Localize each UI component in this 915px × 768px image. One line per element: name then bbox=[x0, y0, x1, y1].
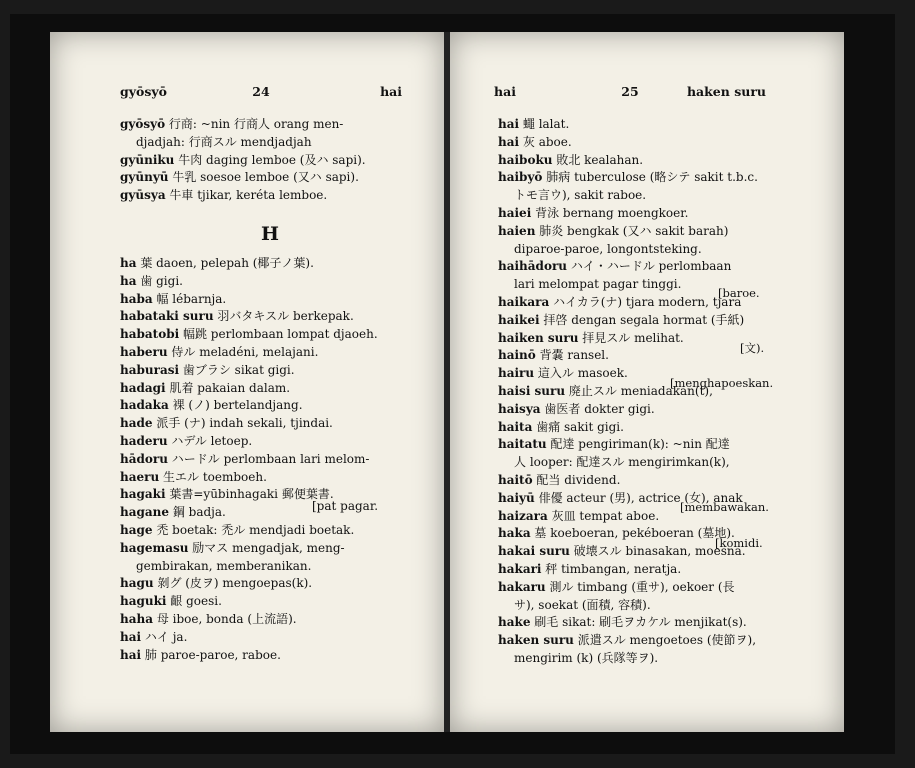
dictionary-entry: djadjah: 行商スル mendjadjah bbox=[136, 134, 312, 149]
headword: haitō bbox=[498, 472, 533, 487]
dictionary-entry: haguki 齦 goesi. bbox=[120, 594, 222, 609]
dictionary-entry: haizara 灰皿 tempat aboe. bbox=[498, 508, 660, 523]
dictionary-entry: hake 刷毛 sikat: 刷毛ヲカケル menjikat(s). bbox=[498, 615, 747, 630]
headword: haiken suru bbox=[498, 330, 579, 345]
headword: hadagi bbox=[120, 380, 166, 395]
headword: haka bbox=[498, 526, 531, 541]
left-header-last-word: hai bbox=[380, 84, 402, 99]
headword: haderu bbox=[120, 433, 168, 448]
dictionary-entry: hai ハイ ja. bbox=[120, 629, 188, 644]
headword: hakai suru bbox=[498, 544, 570, 559]
headword: hagane bbox=[120, 505, 170, 520]
dictionary-entry: haikara ハイカラ(ナ) tjara modern, tjara bbox=[498, 294, 742, 309]
dictionary-entry: haitō 配当 dividend. bbox=[498, 472, 621, 487]
dictionary-entry: hai 蠅 lalat. bbox=[498, 117, 570, 131]
headword: haisya bbox=[498, 401, 541, 416]
headword: haitatu bbox=[498, 437, 547, 452]
left-header-guide-word: gyōsyō bbox=[120, 84, 167, 99]
headword: haikara bbox=[498, 294, 550, 309]
dictionary-entry: haberu 侍ル meladéni, melajani. bbox=[120, 344, 319, 359]
headword: hakari bbox=[498, 561, 542, 576]
dictionary-entry: hakai suru 破壊スル binasakan, moesna. bbox=[498, 544, 746, 559]
left-page bbox=[50, 32, 444, 732]
headword: hainō bbox=[498, 348, 536, 363]
dictionary-entry: haiboku 敗北 kealahan. bbox=[498, 152, 644, 167]
headword: hadaka bbox=[120, 398, 169, 413]
dictionary-entry: hakari 秤 timbangan, neratja. bbox=[498, 561, 682, 576]
dictionary-entry: hakaru 測ル timbang (重サ), oekoer (長 bbox=[498, 579, 735, 594]
dictionary-entry: haihādoru ハイ・ハードル perlombaan bbox=[498, 259, 732, 274]
headword: haiei bbox=[498, 205, 532, 220]
dictionary-entry: hai 肺 paroe-paroe, raboe. bbox=[120, 647, 281, 662]
headword: haizara bbox=[498, 508, 548, 523]
headword: hairu bbox=[498, 366, 535, 381]
dictionary-entry: hagemasu 励マス mengadjak, meng- bbox=[120, 540, 345, 555]
dictionary-entry: habataki suru 羽バタキスル berkepak. bbox=[120, 309, 354, 324]
dictionary-entry: haita 歯痛 sakit gigi. bbox=[498, 419, 624, 434]
dictionary-entry: gembirakan, memberanikan. bbox=[136, 558, 312, 573]
headword: hai bbox=[120, 647, 142, 662]
dictionary-entry: habatobi 幅跳 perlombaan lompat djaoeh. bbox=[120, 327, 378, 342]
dictionary-entry: hage 禿 boetak: 禿ル mendjadi boetak. bbox=[120, 522, 355, 537]
headword: habataki suru bbox=[120, 309, 214, 324]
headword: gyūsya bbox=[120, 188, 166, 203]
right-header-guide-word: haken suru bbox=[686, 84, 766, 99]
dictionary-entry: トモ言ウ), sakit raboe. bbox=[514, 188, 647, 203]
dictionary-entry: サ), soekat (面積, 容積). bbox=[514, 597, 651, 612]
headword: haiboku bbox=[498, 152, 553, 167]
right-side-note: [menghapoeskan. bbox=[670, 376, 774, 390]
headword: haguki bbox=[120, 594, 167, 609]
dictionary-entry: gyūnyū 牛乳 soesoe lemboe (又ハ sapi). bbox=[120, 170, 359, 185]
headword: hage bbox=[120, 522, 153, 537]
dictionary-entry: hadaka 裸 (ノ) bertelandjang. bbox=[120, 398, 303, 413]
right-header-first-word: hai bbox=[494, 84, 516, 99]
dictionary-entry: haiken suru 拝見スル melihat. bbox=[498, 330, 684, 345]
dictionary-entry: mengirim (k) (兵隊等ヲ). bbox=[514, 650, 659, 665]
headword: haberu bbox=[120, 344, 168, 359]
headword: gyūniku bbox=[120, 152, 175, 167]
right-page-number: 25 bbox=[621, 84, 639, 99]
dictionary-entry: gyūsya 牛車 tjikar, keréta lemboe. bbox=[120, 188, 328, 203]
headword: gyōsyō bbox=[120, 117, 166, 131]
headword: haiyū bbox=[498, 490, 535, 505]
headword: hagaki bbox=[120, 487, 166, 502]
right-running-head bbox=[494, 84, 766, 102]
right-page bbox=[450, 32, 844, 732]
dictionary-entry: ha 歯 gigi. bbox=[120, 273, 183, 288]
headword: haibyō bbox=[498, 170, 543, 185]
right-side-note: [membawakan. bbox=[680, 500, 769, 514]
dictionary-entry: lari melompat pagar tinggi. bbox=[514, 277, 682, 292]
headword: ha bbox=[120, 273, 137, 288]
headword: hai bbox=[498, 117, 520, 131]
dictionary-entry: ha 葉 daoen, pelepah (椰子ノ葉). bbox=[120, 255, 314, 270]
dictionary-entry: 人 looper: 配達スル mengirimkan(k), bbox=[514, 455, 730, 470]
dictionary-entry: haba 幅 lébarnja. bbox=[120, 291, 227, 306]
headword: ha bbox=[120, 255, 137, 270]
book-scan bbox=[10, 14, 895, 754]
headword: hagu bbox=[120, 576, 154, 591]
headword: hakaru bbox=[498, 579, 546, 594]
dictionary-entry: haibyō 肺病 tuberculose (略シテ sakit t.b.c. bbox=[498, 170, 758, 185]
right-side-note: [文). bbox=[740, 341, 765, 355]
dictionary-entry: hai 灰 aboe. bbox=[498, 134, 572, 149]
dictionary-entry: haka 墓 koeboeran, pekéboeran (墓地). bbox=[498, 526, 735, 541]
dictionary-entry: hade 派手 (ナ) indah sekali, tjindai. bbox=[120, 416, 333, 431]
dictionary-entry: hagane 鋼 badja. bbox=[120, 505, 226, 520]
dictionary-entry: hadagi 肌着 pakaian dalam. bbox=[120, 380, 291, 395]
dictionary-entry: hagu 剝グ (皮ヲ) mengoepas(k). bbox=[120, 576, 313, 591]
headword: haken suru bbox=[498, 633, 574, 648]
dictionary-entry: hairu 這入ル masoek. bbox=[498, 366, 628, 381]
dictionary-entry: gyūniku 牛肉 daging lemboe (及ハ sapi). bbox=[120, 152, 366, 167]
dictionary-entry: haien 肺炎 bengkak (又ハ sakit barah) bbox=[498, 223, 729, 238]
right-side-note: [baroe. bbox=[718, 286, 760, 300]
dictionary-entry: haderu ハデル letoep. bbox=[120, 433, 253, 448]
headword: haihādoru bbox=[498, 259, 567, 274]
headword: habatobi bbox=[120, 327, 180, 342]
headword: haikei bbox=[498, 312, 540, 327]
headword: hādoru bbox=[120, 451, 168, 466]
right-side-note: [komidi. bbox=[715, 536, 763, 550]
headword: haburasi bbox=[120, 362, 180, 377]
dictionary-entry: haiei 背泳 bernang moengkoer. bbox=[498, 205, 689, 220]
headword: haien bbox=[498, 223, 536, 238]
dictionary-entry: hainō 背嚢 ransel. bbox=[498, 348, 609, 363]
dictionary-entry: haha 母 iboe, bonda (上流語). bbox=[120, 611, 297, 626]
headword: hade bbox=[120, 416, 153, 431]
right-column bbox=[498, 116, 798, 668]
headword: haeru bbox=[120, 469, 160, 484]
headword: haita bbox=[498, 419, 533, 434]
dictionary-entry: haiyū 俳優 acteur (男), actrice (女), anak bbox=[498, 490, 743, 505]
dictionary-entry: haburasi 歯ブラシ sikat gigi. bbox=[120, 362, 295, 377]
dictionary-entry: haken suru 派遣スル mengoetoes (使節ヲ), bbox=[498, 633, 757, 648]
dictionary-entry: haikei 拝啓 dengan segala hormat (手紙) bbox=[498, 312, 745, 327]
dictionary-entry: gyōsyō 行商: ~nin 行商人 orang men- bbox=[120, 117, 344, 131]
dictionary-entry: diparoe-paroe, longontsteking. bbox=[514, 241, 702, 256]
headword: hai bbox=[120, 629, 142, 644]
dictionary-entry: haisi suru 廃止スル meniadakan(t), bbox=[498, 383, 713, 398]
headword: hai bbox=[498, 134, 520, 149]
dictionary-entry: hādoru ハードル perlombaan lari melom- bbox=[120, 451, 370, 466]
left-page-number: 24 bbox=[252, 84, 270, 99]
headword: gyūnyū bbox=[120, 170, 169, 185]
section-letter: H bbox=[261, 222, 279, 245]
headword: hake bbox=[498, 615, 531, 630]
left-side-note: [pat pagar. bbox=[312, 499, 379, 513]
left-column bbox=[120, 116, 420, 664]
dictionary-entry: haitatu 配達 pengiriman(k): ~nin 配達 bbox=[498, 437, 730, 452]
headword: haba bbox=[120, 291, 153, 306]
headword: hagemasu bbox=[120, 540, 189, 555]
headword: haisi suru bbox=[498, 383, 566, 398]
headword: haha bbox=[120, 611, 153, 626]
dictionary-entry: hagaki 葉書=yūbinhagaki 郵便葉書. bbox=[120, 487, 334, 502]
dictionary-entry: haeru 生エル toemboeh. bbox=[120, 469, 267, 484]
dictionary-entry: haisya 歯医者 dokter gigi. bbox=[498, 401, 655, 416]
left-running-head bbox=[120, 84, 402, 102]
